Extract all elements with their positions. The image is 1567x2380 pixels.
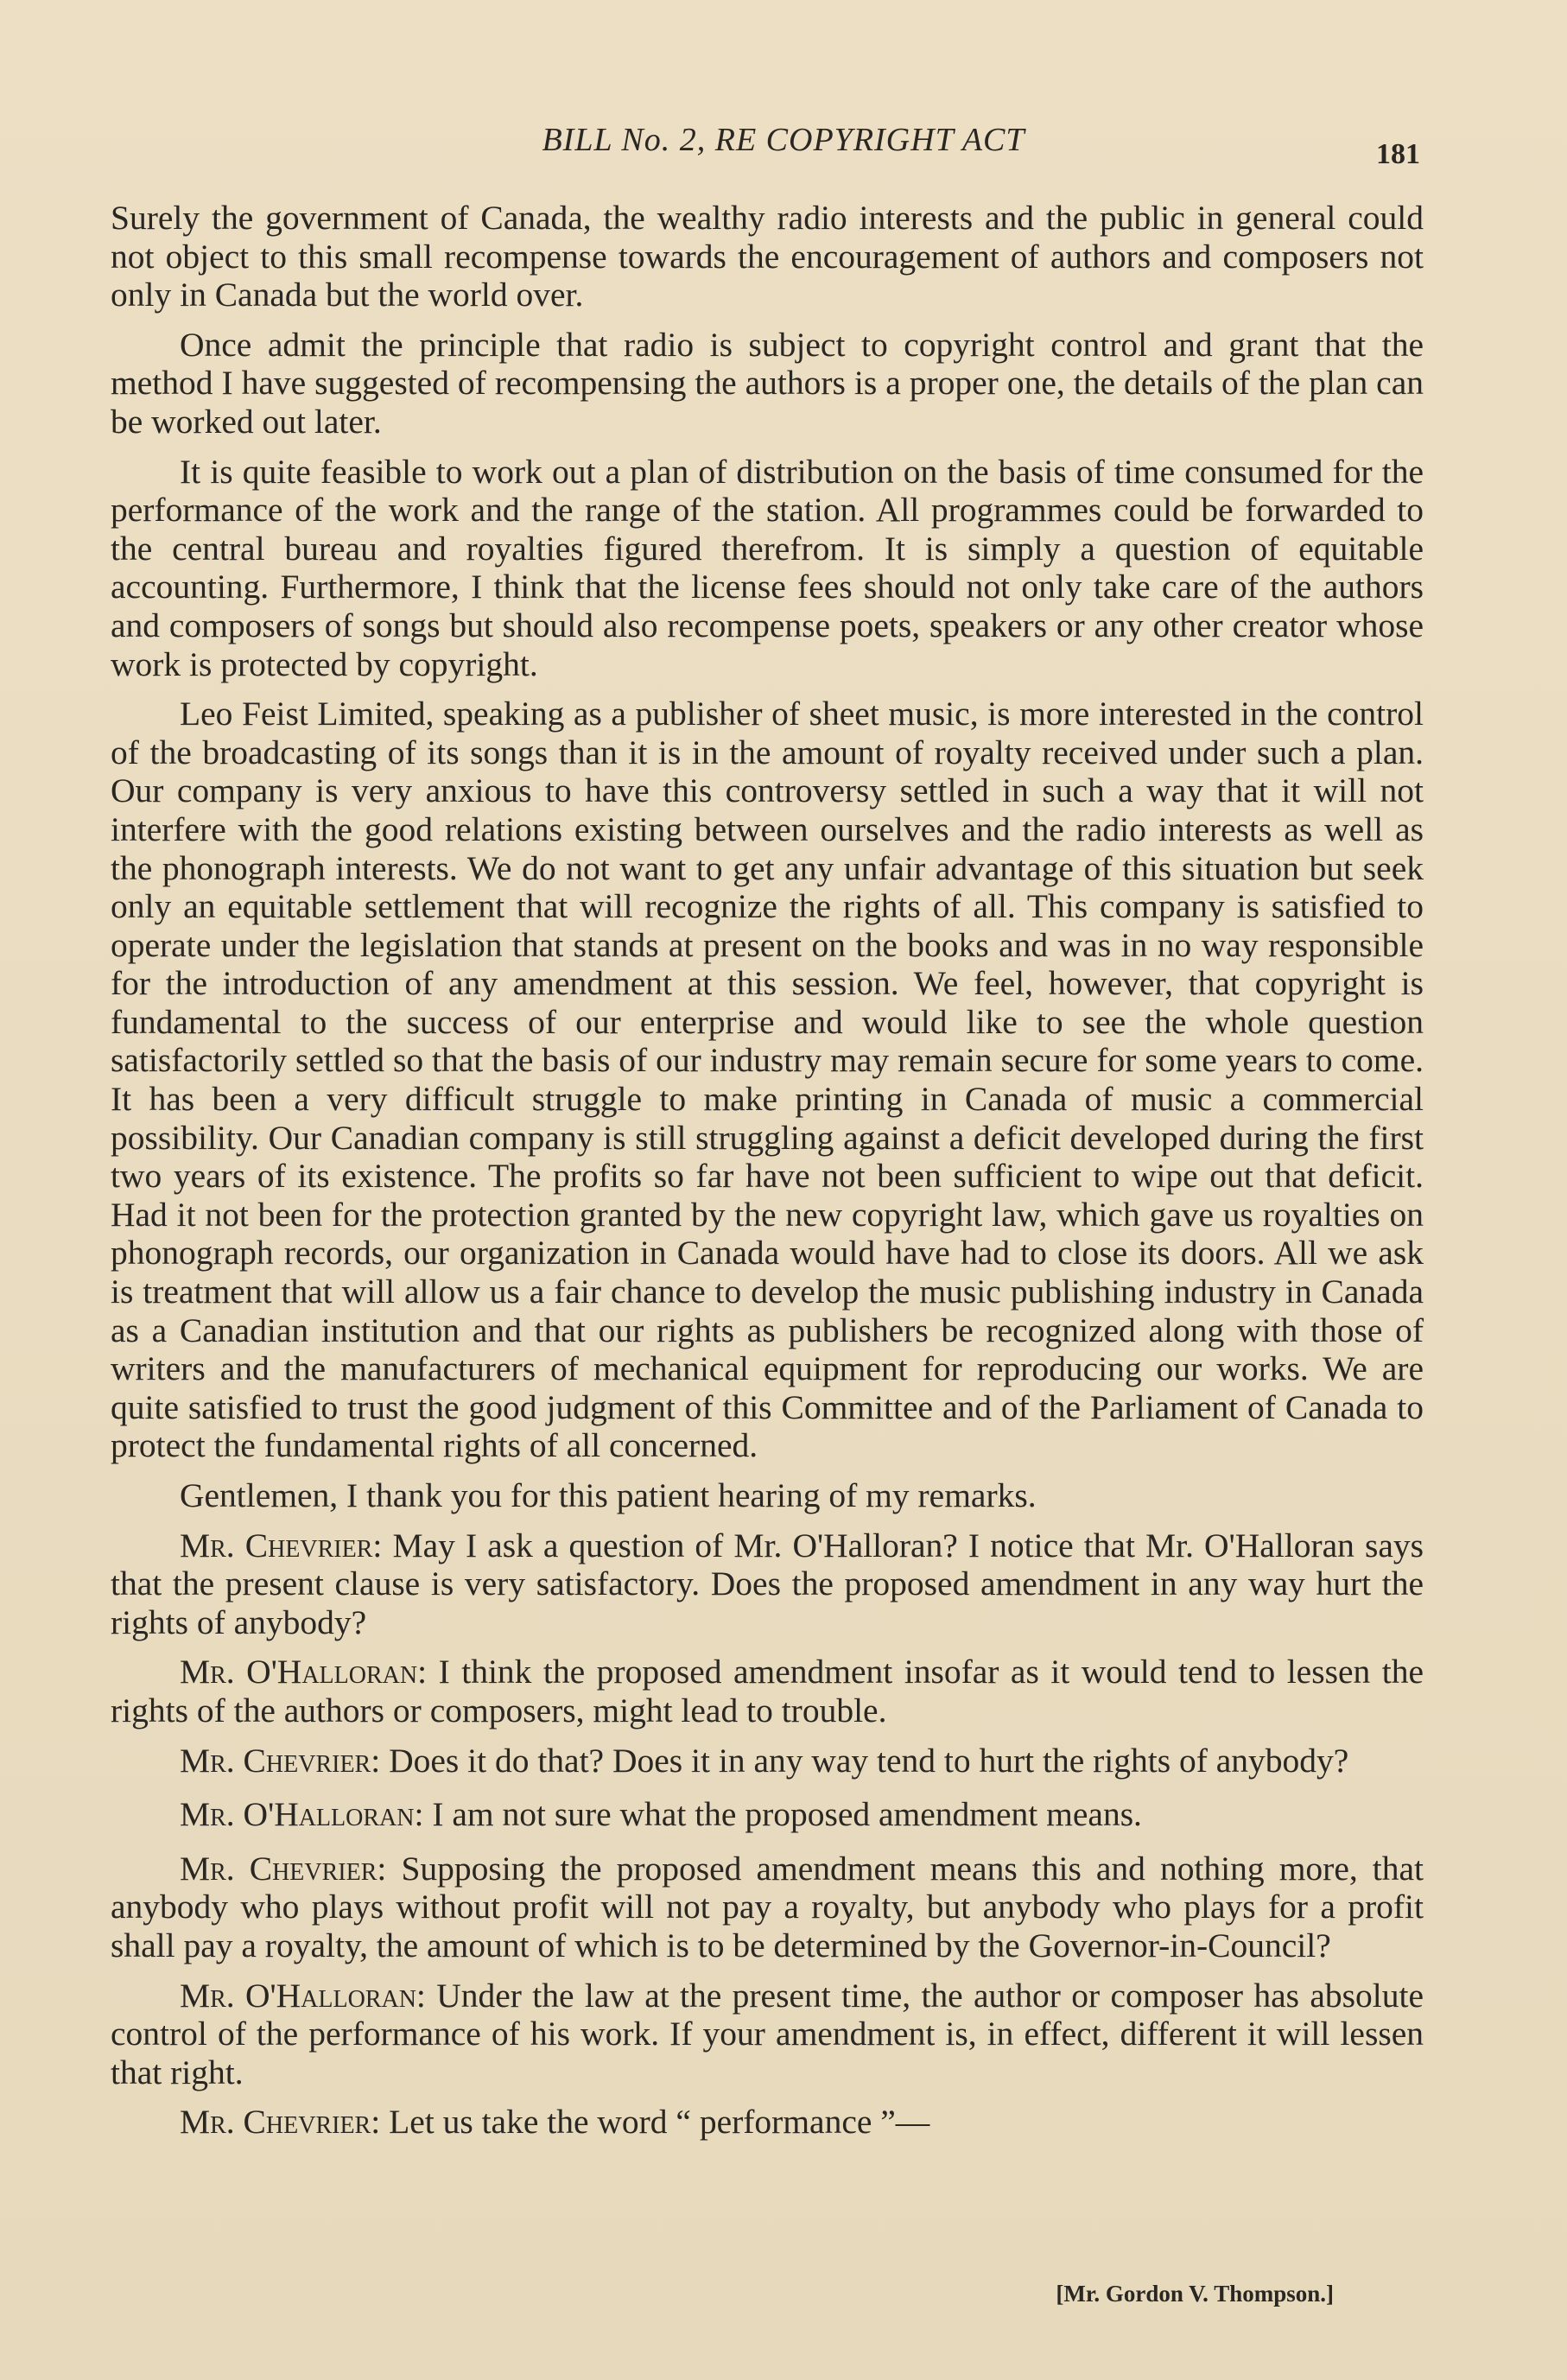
speaker-name: Mr. Chevrier: (180, 1526, 383, 1564)
speech-text: I think the proposed amendment insofar as it would tend to lessen the rights of the authors or composers, might lead to trouble. (111, 1653, 1424, 1729)
exchange (111, 2103, 1424, 2142)
speaker-name: Mr. Chevrier: (180, 1849, 387, 1888)
paragraph: Gentlemen, I thank you for this patient hearing of my remarks. (180, 1476, 1037, 1514)
paragraph: Surely the government of Canada, the wealthy radio interests and the public in general could not object to this small recompense towards the encouragement of authors and composers not only in Canada but the world over. (111, 199, 1424, 314)
body-text (111, 199, 1424, 2153)
running-title: BILL No. 2, RE COPYRIGHT ACT (542, 122, 1025, 158)
page-number: 181 (1376, 138, 1420, 170)
speaker-name: Mr. O'Halloran: (180, 1795, 424, 1834)
speech-text: Does it do that? Does it in any way tend to hurt the rights of anybody? (389, 1741, 1349, 1780)
paragraph: Leo Feist Limited, speaking as a publisher of sheet music, is more interested in the control of the broadcasting of its songs than it is in the amount of royalty received under such a plan. Our company is very anxious to have this controversy settled in such a way that it will not interfere with the good relations existing between ourselves and the radio interests as well as the phonograph interests. We do not want to get any unfair advantage of this situation but seek only an equitable settlement that will recognize the rights of all. This company is satisfied to operate under the legislation that stands at present on the books and was in no way responsible for the introduction of any amendment at this session. We feel, however, that copyright is fundamental to the success of our enterprise and would like to see the whole question satisfactorily settled so that the basis of our industry may remain secure for some years to come. It has been a very difficult struggle to make printing in Canada of music a commercial possibility. Our Canadian company is still struggling against a deficit developed during the first two years of its existence. The profits so far have not been sufficient to wipe out that deficit. Had it not been for the protection granted by the new copyright law, which gave us royalties on phonograph records, our organization in Canada would have had to close its doors. All we ask is treatment that will allow us a fair chance to develop the music publishing industry in Canada as a Canadian institution and that our rights as publishers be recognized along with those of writers and the manufacturers of mechanical equipment for reproducing our works. We are quite satisfied to trust the good judgment of this Committee and of the Parliament of Canada to protect the fundamental rights of all concerned. (111, 695, 1424, 1465)
speaker-name: Mr. Chevrier: (180, 2103, 381, 2142)
exchange (111, 1526, 1424, 1642)
speech-text: May I ask a question of Mr. O'Halloran? I notice that Mr. O'Halloran says that the present clause is very satisfactory. Does the proposed amendment in any way hurt the rights of anybody? (111, 1526, 1424, 1641)
exchange (111, 1742, 1424, 1780)
speech-text: I am not sure what the proposed amendment means. (432, 1795, 1142, 1834)
speech-text: Under the law at the present time, the author or composer has absolute control of the performance of his work. If your amendment is, in effect, different it will lessen that right. (111, 1976, 1424, 2091)
speaker-attribution: [Mr. Gordon V. Thompson.] (1056, 2281, 1334, 2307)
speaker-name: Mr. O'Halloran: (180, 1653, 428, 1691)
speech-text: Supposing the proposed amendment means this and nothing more, that anybody who plays without profit will not pay a royalty, but anybody who plays for a profit shall pay a royalty, the amount of which is to be determined by the Governor-in-Council? (111, 1849, 1424, 1964)
speaker-name: Mr. Chevrier: (180, 1741, 381, 1780)
exchange (111, 1977, 1424, 2092)
exchange (111, 1653, 1424, 1729)
exchange (111, 1850, 1424, 1965)
exchange (111, 1795, 1424, 1834)
speaker-name: Mr. O'Halloran: (180, 1976, 426, 2015)
paragraph: It is quite feasible to work out a plan of distribution on the basis of time consumed for the performance of the work and the range of the station. All programmes could be forwarded to the central bureau and royalties figured therefrom. It is simply a question of equitable accounting. Furthermore, I think that the license fees should not only take care of the authors and composers of songs but should also recompense poets, speakers or any other creator whose work is protected by copyright. (111, 452, 1424, 683)
speech-text: Let us take the word “ performance ”— (389, 2103, 930, 2142)
paragraph: Once admit the principle that radio is subject to copyright control and grant that the method I have suggested of recompensing the authors is a proper one, the details of the plan can be worked out later. (111, 325, 1424, 441)
